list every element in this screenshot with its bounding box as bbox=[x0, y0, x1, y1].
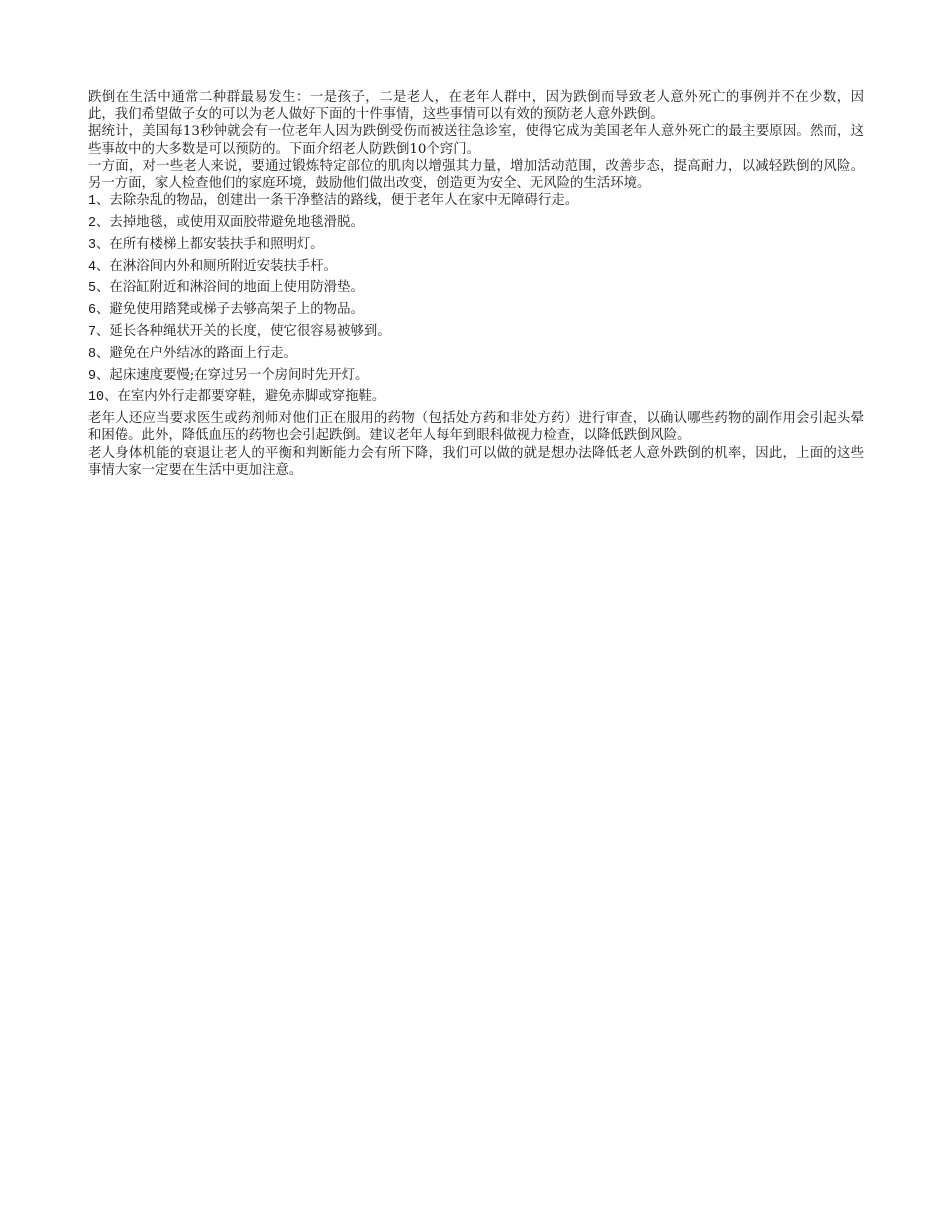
tip-text: 、避免在户外结冰的路面上行走。 bbox=[96, 345, 297, 361]
list-item bbox=[88, 301, 864, 319]
list-item bbox=[88, 258, 864, 276]
tip-number: 6 bbox=[88, 303, 97, 319]
tip-text: 、在室内外行走都要穿鞋，避免赤脚或穿拖鞋。 bbox=[104, 389, 386, 405]
tips-list bbox=[88, 192, 864, 406]
tip-number: 7 bbox=[88, 325, 97, 340]
intro-paragraph: 跌倒在生活中通常二种群最易发生：一是孩子，二是老人，在老年人群中，因为跌倒而导致老人意外死亡的事例并不在少数，因此，我们希望做子女的可以为老人做好下面的十件事情，这些事情可以有效的预防老人意外跌倒。 bbox=[88, 90, 864, 123]
approach-paragraph: 一方面，对一些老人来说，要通过锻炼特定部位的肌肉以增强其力量，增加活动范围，改善步态，提高耐力，以减轻跌倒的风险。另一方面，家人检查他们的家庭环境，鼓励他们做出改变，创造更为安全、无风险的生活环境。 bbox=[88, 158, 864, 192]
tip-number: 2 bbox=[88, 216, 97, 232]
list-item bbox=[88, 345, 864, 363]
tip-number: 4 bbox=[88, 259, 97, 275]
list-item bbox=[88, 192, 864, 210]
tip-number: 3 bbox=[88, 237, 97, 253]
list-item bbox=[88, 367, 864, 385]
list-item bbox=[88, 214, 864, 232]
tip-text: 、起床速度要慢;在穿过另一个房间时先开灯。 bbox=[96, 367, 369, 383]
list-item bbox=[88, 388, 864, 406]
statistics-paragraph: 据统计，美国每13秒钟就会有一位老年人因为跌倒受伤而被送往急诊室，使得它成为美国老年人意外死亡的最主要原因。然而，这些事故中的大多数是可以预防的。下面介绍老人防跌倒10个窍门。 bbox=[88, 124, 864, 157]
document-body bbox=[88, 89, 864, 479]
conclusion-paragraph: 老人身体机能的衰退让老人的平衡和判断能力会有所下降，我们可以做的就是想办法降低老人意外跌倒的机率，因此，上面的这些事情大家一定要在生活中更加注意。 bbox=[88, 445, 864, 478]
list-item bbox=[88, 279, 864, 297]
tip-number: 10 bbox=[88, 390, 105, 406]
tip-text: 、延长各种绳状开关的长度，使它很容易被够到。 bbox=[96, 324, 391, 339]
tip-number: 8 bbox=[88, 346, 97, 362]
tip-text: 、在所有楼梯上都安装扶手和照明灯。 bbox=[96, 236, 324, 252]
tip-number: 9 bbox=[88, 368, 97, 384]
tip-number: 5 bbox=[88, 281, 97, 297]
tip-text: 、在淋浴间内外和厕所附近安装扶手杆。 bbox=[96, 258, 338, 274]
tip-number: 1 bbox=[88, 194, 97, 210]
tip-text: 、去掉地毯，或使用双面胶带避免地毯滑脱。 bbox=[96, 215, 364, 231]
tip-text: 、去除杂乱的物品，创建出一条干净整洁的路线，便于老年人在家中无障碍行走。 bbox=[96, 193, 579, 209]
list-item bbox=[88, 323, 864, 341]
tip-text: 、避免使用踏凳或梯子去够高架子上的物品。 bbox=[96, 302, 364, 318]
tip-text: 、在浴缸附近和淋浴间的地面上使用防滑垫。 bbox=[96, 280, 364, 296]
medication-paragraph: 老年人还应当要求医生或药剂师对他们正在服用的药物（包括处方药和非处方药）进行审查，以确认哪些药物的副作用会引起头晕和困倦。此外，降低血压的药物也会引起跌倒。建议老年人每年到眼科做视力检查，以降低跌倒风险。 bbox=[88, 411, 864, 444]
list-item bbox=[88, 236, 864, 254]
